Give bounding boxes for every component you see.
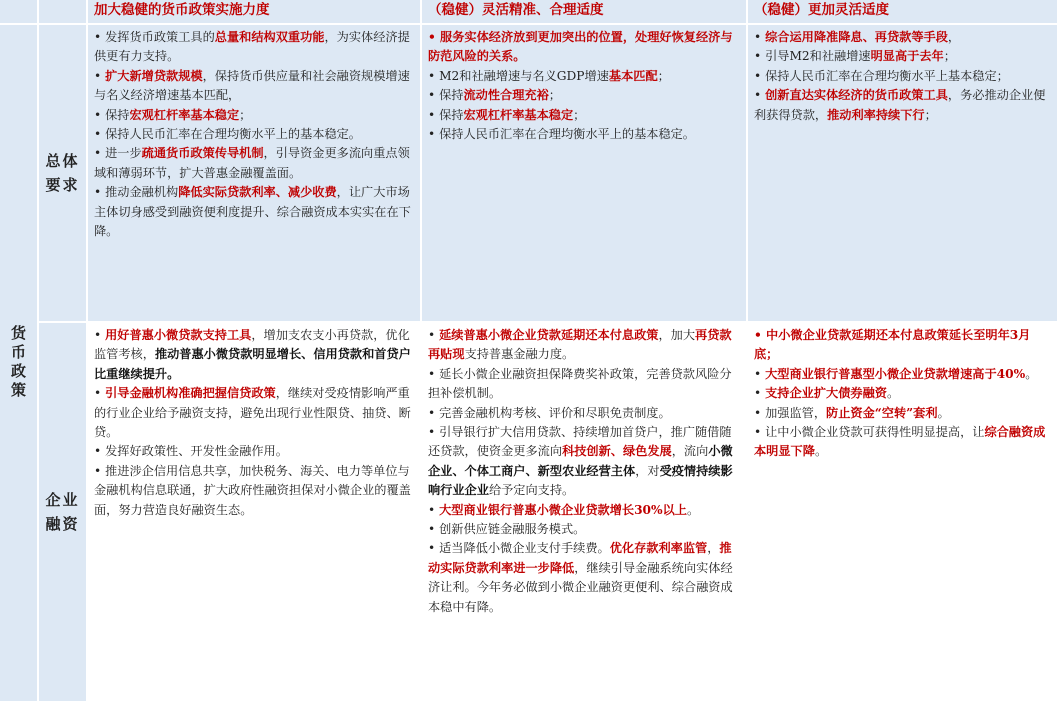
column-header-1: 加大稳健的货币政策实施力度 bbox=[88, 0, 420, 23]
body-text: • bbox=[94, 68, 106, 83]
highlight-text: 宏观杠杆率基本稳定 bbox=[129, 107, 240, 122]
row-label-cell-overall bbox=[39, 25, 86, 321]
body-text: ，继续引导金融系统向实体经济让利。今年务必做到小微企业融资更便利、综合融资成本稳中有降。 bbox=[428, 560, 733, 614]
body-text: • bbox=[754, 88, 766, 103]
bullet-item bbox=[754, 28, 1051, 47]
body-text: ，为实体经济提供更有力支持。 bbox=[94, 30, 410, 64]
cell-overall-col3 bbox=[748, 25, 1057, 321]
cell-financing-col3 bbox=[748, 323, 1057, 701]
body-text: • 让中小微企业贷款可获得性明显提高，让 bbox=[754, 425, 985, 440]
body-text: • 引导银行扩大信用贷款、持续增加首贷户，推广随借随还贷款，使资金更多流向 bbox=[428, 425, 732, 459]
body-text: • 推进涉企信用信息共享，加快税务、海关、电力等单位与金融机构信息联通，扩大政府性融资担保对小微企业的覆盖面，努力营造良好融资生态。 bbox=[94, 463, 411, 517]
highlight-text: 用好普惠小微贷款支持工具 bbox=[105, 328, 252, 342]
body-text: ，务必推动企业便利获得贷款， bbox=[754, 88, 1046, 122]
body-text: ，继续对受疫情影响严重的行业企业给予融资支持，避免出现行业性限贷、抽贷、断贷。 bbox=[94, 386, 411, 440]
body-text: 。 bbox=[886, 386, 900, 401]
highlight-text: 流动性合理充裕 bbox=[463, 88, 549, 103]
bullet-item bbox=[428, 539, 740, 617]
body-text: 。 bbox=[937, 405, 950, 420]
body-text: • 发挥货币政策工具的 bbox=[94, 30, 215, 44]
row-label-cell-financing bbox=[39, 323, 86, 701]
highlight-text: 降低实际贷款利率、减少收费 bbox=[178, 185, 337, 200]
bullet-item bbox=[94, 67, 414, 106]
body-text: • 保持人民币汇率在合理均衡水平上的基本稳定。 bbox=[428, 127, 695, 142]
body-text: ； bbox=[924, 107, 937, 122]
body-text: ，增加支农支小再贷款，优化监管考核， bbox=[94, 328, 410, 362]
cell-overall-col2 bbox=[422, 25, 746, 321]
bullet-item bbox=[754, 404, 1051, 423]
row-label-financing: 企业融资 bbox=[45, 491, 80, 533]
highlight-text: 基本匹配 bbox=[608, 68, 658, 83]
body-text: • 进一步 bbox=[94, 146, 142, 161]
cell-financing-col1 bbox=[88, 323, 420, 701]
bullet-item bbox=[754, 326, 1051, 365]
header-corner-right bbox=[39, 0, 86, 23]
bullet-item bbox=[428, 106, 740, 125]
highlight-text: 推动利率持续下行 bbox=[827, 107, 925, 122]
bullet-item bbox=[754, 86, 1051, 125]
body-text: • 创新供应链金融服务模式。 bbox=[428, 522, 586, 537]
cell-overall-col1 bbox=[88, 25, 420, 321]
highlight-text: 支持企业扩大债券融资 bbox=[765, 386, 887, 401]
row-label-overall: 总体要求 bbox=[45, 152, 80, 194]
body-text: ； bbox=[239, 107, 252, 122]
bullet-item bbox=[94, 125, 414, 144]
bold-text: 受疫情持续影响行业企业 bbox=[428, 463, 733, 498]
bullet-item bbox=[428, 86, 740, 105]
body-text: ，保持货币供应量和社会融资规模增速与名义经济增速基本匹配， bbox=[94, 68, 410, 103]
bold-text: 推动普惠小微贷款明显增长、信用贷款和首贷户比重继续提升。 bbox=[94, 347, 411, 381]
highlight-text: 延续普惠小微企业贷款延期还本付息政策 bbox=[439, 328, 659, 342]
side-label-cell bbox=[0, 25, 37, 701]
body-text: • 引导M2和社融增速 bbox=[754, 49, 871, 64]
highlight-text: 大型商业银行普惠小微企业贷款增长30%以上 bbox=[439, 502, 687, 517]
body-text: • 保持 bbox=[94, 107, 130, 122]
highlight-text: • 中小微企业贷款延期还本付息政策延长至明年3月底； bbox=[754, 328, 1031, 362]
body-text: ，流向 bbox=[671, 444, 709, 459]
body-text: ，引导资金更多流向重点领域和薄弱环节，扩大普惠金融覆盖面。 bbox=[94, 146, 410, 180]
body-text: • bbox=[428, 502, 440, 517]
body-text: ， bbox=[947, 30, 961, 44]
body-text: • 保持人民币汇率在合理均衡水平上基本稳定； bbox=[754, 68, 1009, 83]
highlight-text: • 服务实体经济放到更加突出的位置，处理好恢复经济与防范风险的关系。 bbox=[428, 30, 733, 64]
bullet-item bbox=[428, 423, 740, 501]
highlight-text: 大型商业银行普惠型小微企业贷款增速高于40% bbox=[765, 366, 1026, 381]
body-text: • bbox=[754, 366, 766, 381]
body-text: ； bbox=[548, 88, 561, 103]
bullet-item bbox=[428, 365, 740, 404]
body-text: • 延长小微企业融资担保降费奖补政策，完善贷款风险分担补偿机制。 bbox=[428, 366, 732, 401]
highlight-text: 创新直达实体经济的货币政策工具 bbox=[765, 88, 948, 103]
bullet-item bbox=[428, 520, 740, 539]
body-text: • 完善金融机构考核、评价和尽职免责制度。 bbox=[428, 405, 671, 420]
highlight-text: 引导金融机构准确把握信贷政策 bbox=[105, 386, 276, 401]
body-text: ； bbox=[943, 49, 956, 64]
body-text: • 发挥好政策性、开发性金融作用。 bbox=[94, 444, 288, 459]
bullet-item bbox=[94, 106, 414, 125]
bold-text: 小微企业、个体工商户、新型农业经营主体 bbox=[428, 444, 733, 478]
body-text: 。 bbox=[687, 502, 700, 517]
bullet-item bbox=[428, 326, 740, 365]
body-text: • 保持人民币汇率在合理均衡水平上的基本稳定。 bbox=[94, 127, 361, 142]
body-text: ； bbox=[657, 68, 670, 83]
body-text: • 保持 bbox=[428, 107, 464, 122]
body-text: • 推动金融机构 bbox=[94, 185, 179, 200]
bullet-item bbox=[428, 501, 740, 520]
body-text: • 适当降低小微企业支付手续费。 bbox=[428, 541, 610, 556]
body-text: 。 bbox=[1025, 366, 1038, 381]
body-text: • bbox=[94, 386, 106, 401]
body-text: • 保持 bbox=[428, 88, 464, 103]
highlight-text: 综合运用降准降息、再贷款等手段 bbox=[765, 30, 948, 44]
side-label: 货币政策 bbox=[9, 325, 27, 401]
highlight-text: 综合融资成本明显下降 bbox=[754, 425, 1046, 459]
highlight-text: 宏观杠杆率基本稳定 bbox=[463, 107, 574, 122]
column-header-3: （稳健）更加灵活适度 bbox=[748, 0, 1057, 23]
body-text: • bbox=[428, 328, 440, 342]
body-text: • 加强监管， bbox=[754, 405, 827, 420]
body-text: 。 bbox=[814, 444, 828, 459]
body-text: ，让广大市场主体切身感受到融资便利度提升、综合融资成本实实在在下降。 bbox=[94, 185, 411, 239]
column-header-2: （稳健）灵活精准、合理适度 bbox=[422, 0, 746, 23]
bullet-item bbox=[754, 67, 1051, 86]
bullet-item bbox=[94, 384, 414, 442]
bullet-item bbox=[428, 404, 740, 423]
bullet-item bbox=[94, 462, 414, 520]
bullet-item bbox=[94, 28, 414, 67]
body-text: • bbox=[94, 328, 106, 342]
body-text: 给予定向支持。 bbox=[488, 483, 575, 498]
body-text: • bbox=[754, 30, 766, 44]
bullet-item bbox=[94, 144, 414, 183]
highlight-text: 推动实际贷款利率进一步降低 bbox=[428, 541, 732, 575]
bullet-item bbox=[754, 384, 1051, 403]
body-text: ，加大 bbox=[658, 328, 696, 342]
bullet-item bbox=[94, 442, 414, 461]
bullet-item bbox=[754, 47, 1051, 66]
highlight-text: 再贷款再贴现 bbox=[428, 328, 732, 362]
highlight-text: 疏通货币政策传导机制 bbox=[141, 146, 264, 161]
body-text: ，对 bbox=[635, 463, 660, 478]
body-text: • M2和社融增速与名义GDP增速 bbox=[428, 68, 609, 83]
highlight-text: 总量和结构双重功能 bbox=[214, 30, 325, 44]
bullet-item bbox=[428, 125, 740, 144]
body-text: 支持普惠金融力度。 bbox=[464, 347, 575, 362]
bullet-item bbox=[754, 365, 1051, 384]
body-text: ， bbox=[707, 541, 720, 556]
highlight-text: 防止资金“空转”套利 bbox=[826, 405, 938, 420]
highlight-text: 扩大新增贷款规模 bbox=[105, 68, 203, 83]
highlight-text: 科技创新、绿色发展 bbox=[562, 444, 672, 459]
bullet-item bbox=[428, 28, 740, 67]
body-text: • bbox=[754, 386, 766, 401]
highlight-text: 明显高于去年 bbox=[870, 49, 944, 64]
bullet-item bbox=[94, 183, 414, 241]
header-corner-left bbox=[0, 0, 37, 23]
cell-financing-col2 bbox=[422, 323, 746, 701]
bullet-item bbox=[428, 67, 740, 86]
body-text: ； bbox=[573, 107, 586, 122]
highlight-text: 优化存款利率监管 bbox=[609, 541, 708, 556]
bullet-item bbox=[754, 423, 1051, 462]
bullet-item bbox=[94, 326, 414, 384]
